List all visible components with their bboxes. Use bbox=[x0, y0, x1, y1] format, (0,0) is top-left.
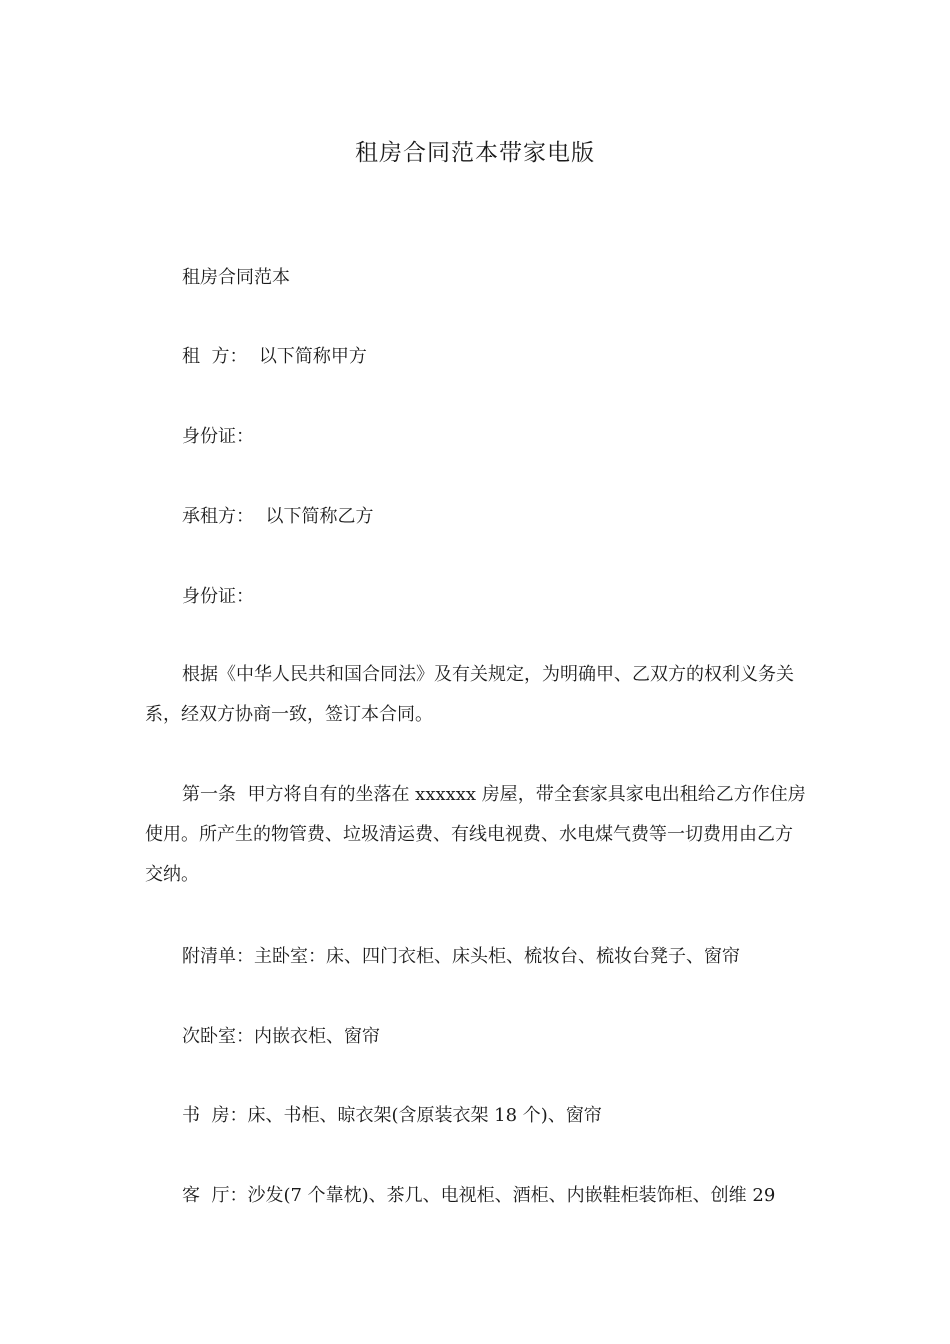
paragraph-lessor: 租 方： 以下简称甲方 bbox=[182, 346, 367, 367]
paragraph-article-1: 第一条 甲方将自有的坐落在 xxxxxx 房屋，带全套家具家电出租给乙方作住房使用。所产生的物管费、垃圾清运费、有线电视费、水电煤气费等一切费用由乙方交纳。 bbox=[145, 784, 806, 885]
paragraph-lessor-id: 身份证： bbox=[182, 426, 254, 447]
paragraph-list-second-bedroom: 次卧室：内嵌衣柜、窗帘 bbox=[182, 1026, 380, 1047]
paragraph-preamble: 根据《中华人民共和国合同法》及有关规定，为明确甲、乙双方的权利义务关系，经双方协商一致，签订本合同。 bbox=[145, 664, 794, 725]
paragraph-subtitle: 租房合同范本 bbox=[182, 267, 290, 288]
paragraph-list-living-room: 客 厅：沙发(7 个靠枕)、茶几、电视柜、酒柜、内嵌鞋柜装饰柜、创维 29 bbox=[182, 1185, 776, 1206]
paragraph-list-study: 书 房：床、书柜、晾衣架(含原装衣架 18 个)、窗帘 bbox=[182, 1105, 602, 1126]
paragraph-lessee-id: 身份证： bbox=[182, 586, 254, 607]
paragraph-list-master-bedroom: 附清单：主卧室：床、四门衣柜、床头柜、梳妆台、梳妆台凳子、窗帘 bbox=[182, 946, 740, 967]
paragraph-lessee: 承租方： 以下简称乙方 bbox=[182, 506, 374, 527]
document-title: 租房合同范本带家电版 bbox=[355, 140, 595, 166]
